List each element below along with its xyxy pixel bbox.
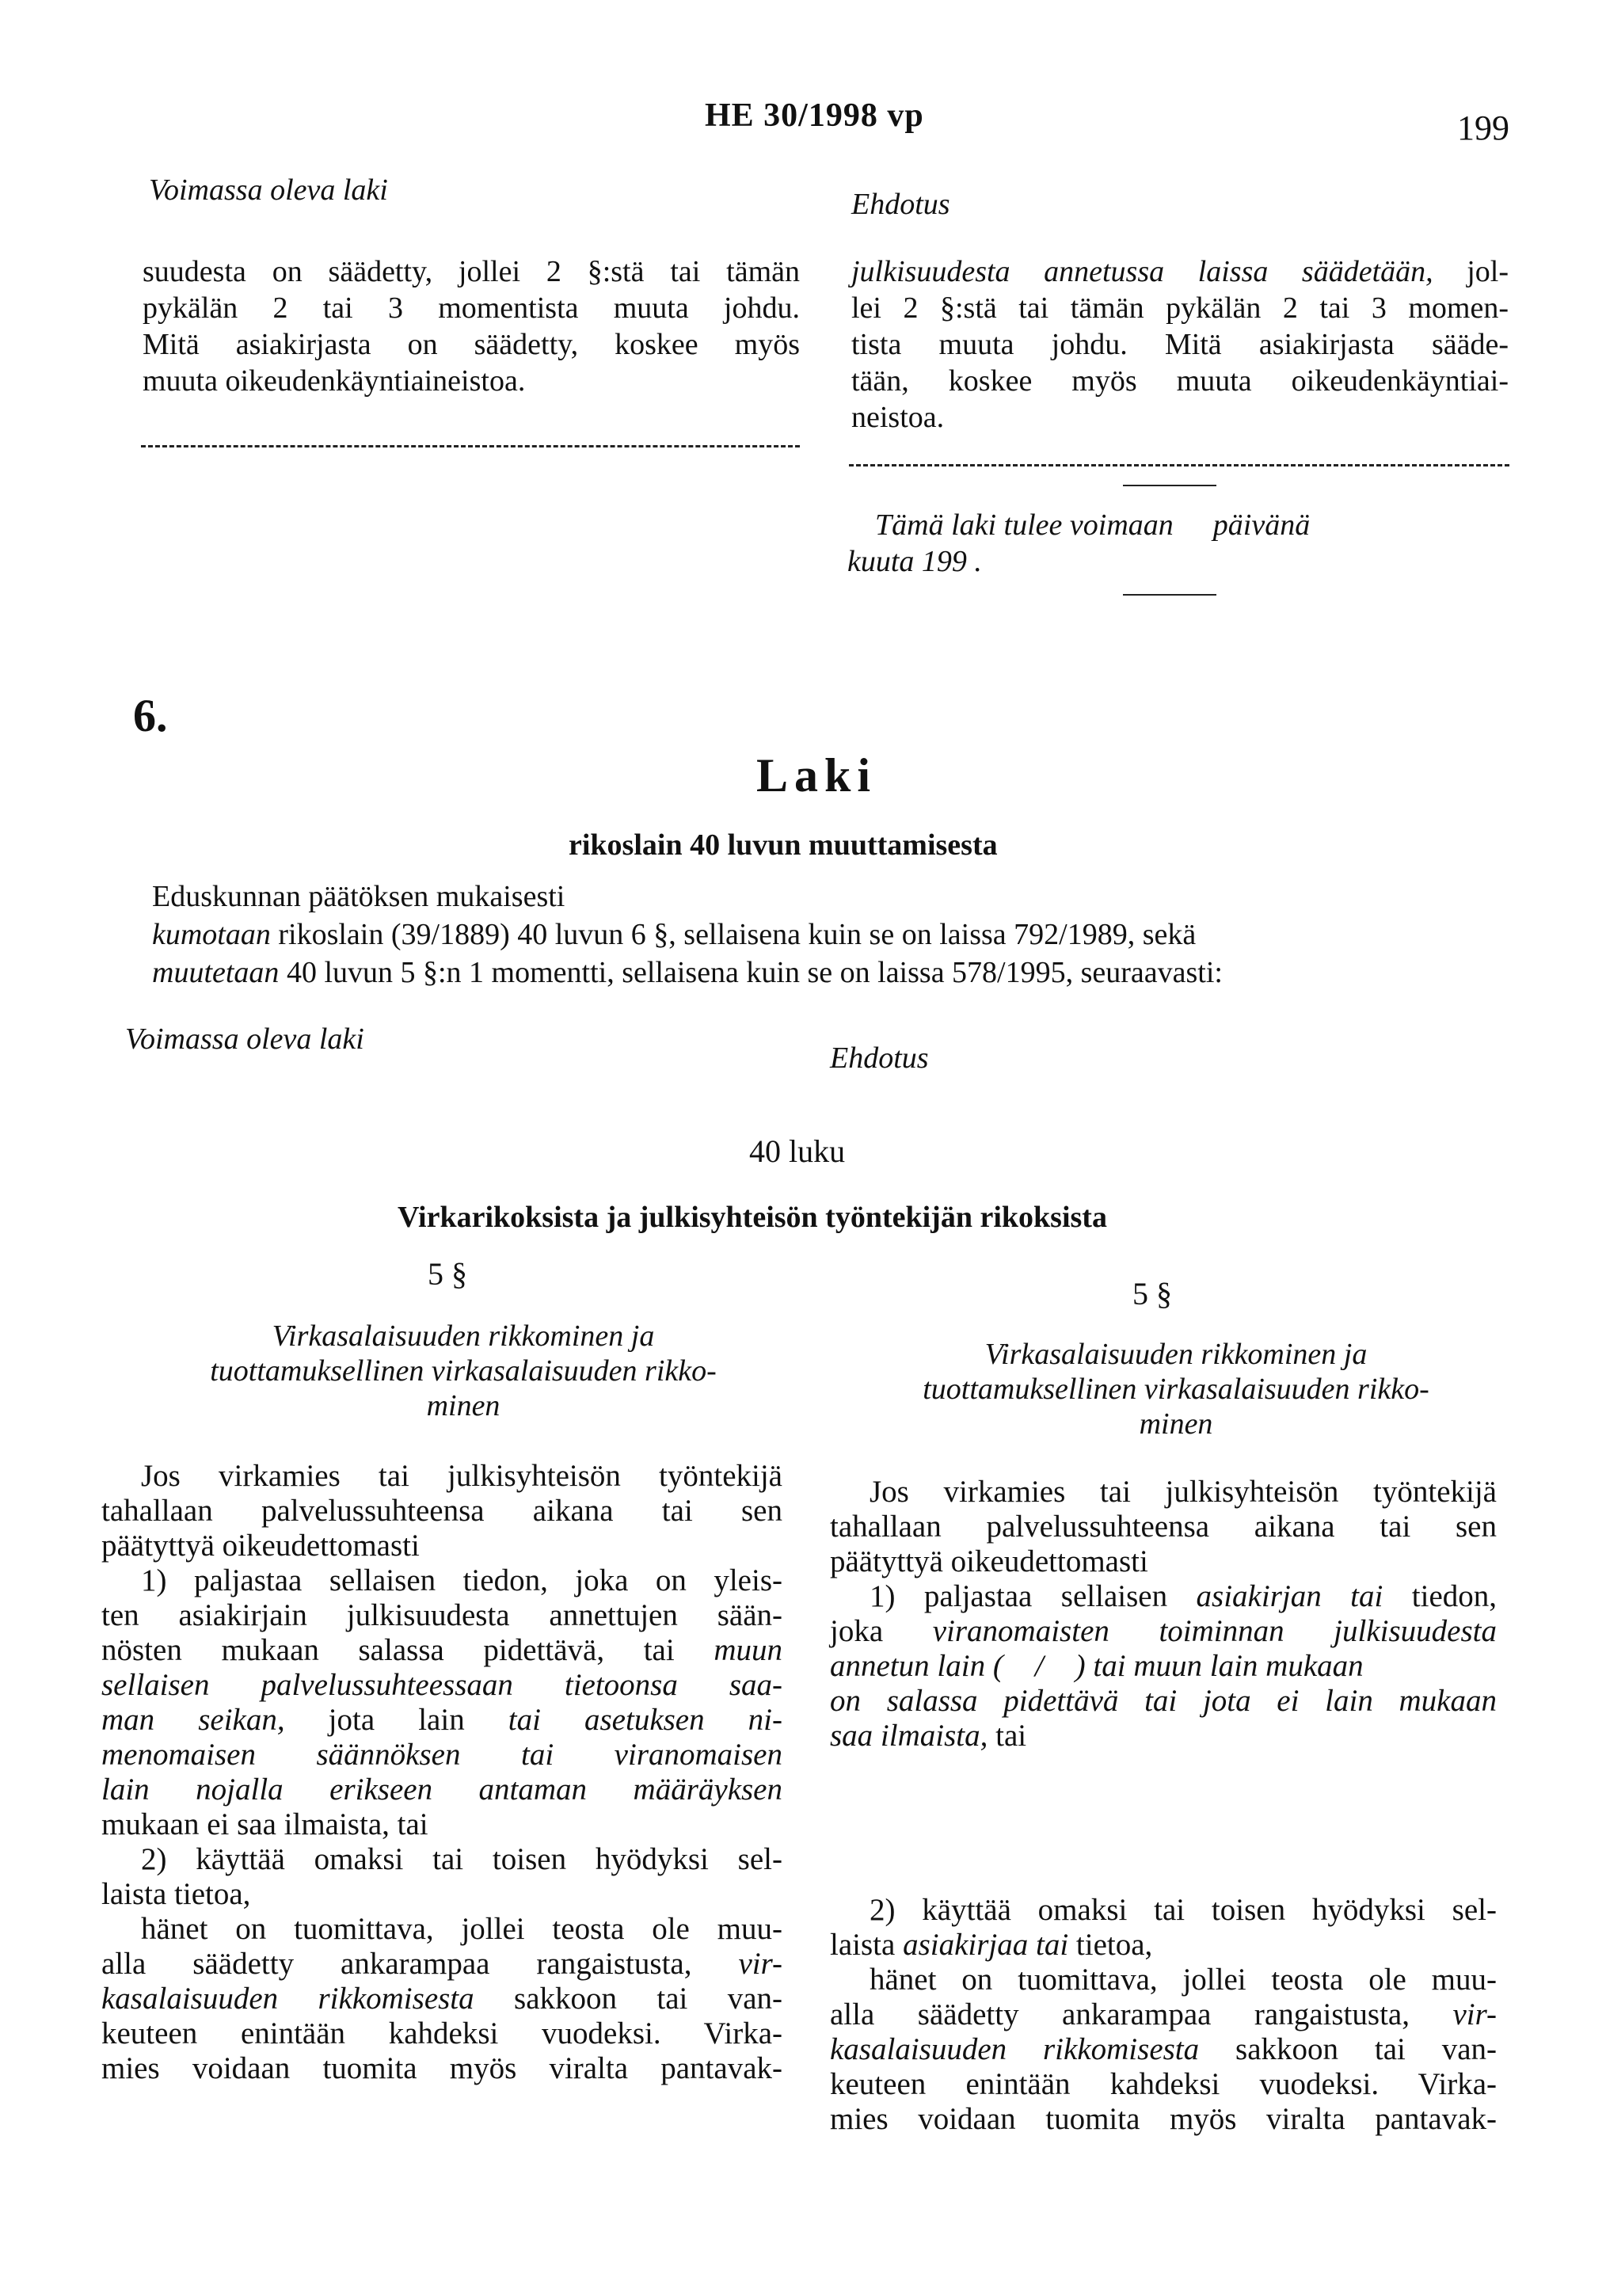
entry-into-force xyxy=(847,507,1528,580)
amended-text: man seikan, xyxy=(101,1703,285,1737)
text-line xyxy=(152,916,1482,954)
text-span: jota lain xyxy=(328,1703,465,1737)
amended-text: kasalaisuuden rikkomisesta xyxy=(101,1982,474,2016)
top-right-paragraph xyxy=(851,253,1509,436)
text-line: hänet on tuomittava, jollei teosta ole muu- xyxy=(870,1963,1497,1997)
page-number: 199 xyxy=(1457,109,1509,147)
left-section-number: 5 § xyxy=(428,1256,467,1292)
title-line: tuottamuksellinen virkasalaisuuden rikko- xyxy=(923,1373,1429,1406)
text-line xyxy=(830,1997,1497,2032)
spacer xyxy=(830,1753,1497,1893)
text-line xyxy=(101,1947,782,1982)
right-column-heading: Ehdotus xyxy=(851,188,950,221)
text-line xyxy=(830,1579,1497,1614)
text-line: suudesta on säädetty, jollei 2 §:stä tai tämän xyxy=(143,255,800,288)
left-section-title xyxy=(127,1319,800,1423)
separator-rule xyxy=(1123,485,1216,486)
chapter-title: Virkarikoksista ja julkisyhteisön työntekijän rikoksista xyxy=(398,1201,1107,1234)
omission-dashes xyxy=(141,445,800,447)
text-span: nösten mukaan salassa pidettävä, tai xyxy=(101,1633,675,1667)
text-line: mukaan ei saa ilmaista, tai xyxy=(101,1807,428,1841)
text-line: Mitä asiakirjasta on säädetty, koskee myös xyxy=(143,328,800,361)
text-line xyxy=(851,253,1509,290)
right-section-body xyxy=(830,1475,1497,2137)
text-line: päätyttyä oikeudettomasti xyxy=(101,1529,420,1563)
text-line: Eduskunnan päätöksen mukaisesti xyxy=(152,880,565,913)
separator-rule xyxy=(1123,594,1216,596)
amended-text: muun xyxy=(714,1633,783,1667)
right-section-title xyxy=(839,1337,1513,1441)
amended-text: saa ilmaista, xyxy=(830,1719,988,1753)
text-span: jol- xyxy=(1467,255,1509,288)
text-line xyxy=(830,2032,1497,2067)
text-line: tään, koskee myös muuta oikeudenkäyntiai- xyxy=(851,364,1509,398)
text-line xyxy=(101,1982,782,2016)
amended-text: viranomaisten toiminnan julkisuudesta xyxy=(932,1614,1498,1648)
text-line xyxy=(101,1703,782,1738)
right-section-number: 5 § xyxy=(1132,1276,1172,1312)
text-line: 2) käyttää omaksi tai toisen hyödyksi sel- xyxy=(141,1842,782,1876)
text-span: annetun lain ( xyxy=(830,1649,1003,1683)
text-line: keuteen enintään kahdeksi vuodeksi. Virka- xyxy=(101,2016,782,2050)
text-line xyxy=(830,1719,1497,1753)
text-line: lei 2 §:stä tai tämän pykälän 2 tai 3 momen- xyxy=(851,291,1509,325)
text-line: menomaisen säännöksen tai viranomaisen xyxy=(101,1738,782,1772)
text-line: kuuta 199 . xyxy=(847,545,982,578)
text-line xyxy=(830,1614,1497,1649)
document-title: HE 30/1998 vp xyxy=(705,97,924,134)
law-subtitle: rikoslain 40 luvun muuttamisesta xyxy=(569,828,998,862)
repeal-keyword: kumotaan xyxy=(152,918,271,951)
text-line xyxy=(830,1928,1497,1963)
text-span: joka xyxy=(830,1614,884,1648)
text-span: 40 luvun 5 §:n 1 momentti, sellaisena kuin se on laissa 578/1995, seuraavasti: xyxy=(286,956,1223,989)
text-line: Jos virkamies tai julkisyhteisön työntekijä xyxy=(141,1459,782,1493)
text-span: alla säädetty ankarampaa rangaistusta, xyxy=(830,1997,1410,2031)
text-span: sakkoon tai van- xyxy=(1235,2032,1498,2066)
text-line: on salassa pidettävä tai jota ei lain mukaan xyxy=(830,1684,1497,1718)
title-line: minen xyxy=(426,1389,500,1422)
text-span: rikoslain (39/1889) 40 luvun 6 §, sellaisena kuin se on laissa 792/1989, sekä xyxy=(278,918,1197,951)
left-column-heading: Voimassa oleva laki xyxy=(149,173,388,207)
amended-text: asiakirjan tai xyxy=(1196,1579,1383,1613)
text-line: tista muuta johdu. Mitä asiakirjasta sääde- xyxy=(851,328,1509,361)
law-number: 6. xyxy=(133,690,168,741)
chapter-number: 40 luku xyxy=(749,1133,846,1169)
text-line: lain nojalla erikseen antaman määräyksen xyxy=(101,1772,782,1807)
amended-text: tai asetuksen ni- xyxy=(508,1703,782,1737)
text-line: pykälän 2 tai 3 momentista muuta johdu. xyxy=(143,291,800,325)
law-title: Laki xyxy=(756,749,877,802)
text-line: neistoa. xyxy=(851,401,945,434)
title-line: Virkasalaisuuden rikkominen ja xyxy=(984,1338,1368,1371)
text-line: ten asiakirjain julkisuudesta annettujen sään- xyxy=(101,1598,782,1632)
text-line: hänet on tuomittava, jollei teosta ole muu- xyxy=(141,1912,782,1946)
title-line: tuottamuksellinen virkasalaisuuden rikko- xyxy=(210,1354,717,1388)
text-line: tahallaan palvelussuhteensa aikana tai sen xyxy=(830,1510,1497,1544)
title-line: Virkasalaisuuden rikkominen ja xyxy=(272,1319,655,1353)
right-column-heading: Ehdotus xyxy=(830,1041,929,1075)
text-line xyxy=(830,1649,1497,1684)
text-line: päätyttyä oikeudettomasti xyxy=(830,1544,1148,1578)
left-column-heading: Voimassa oleva laki xyxy=(125,1022,364,1056)
text-line: mies voidaan tuomita myös viralta pantavak- xyxy=(830,2102,1497,2136)
text-span: päivänä xyxy=(1212,508,1311,542)
amended-text: asiakirjaa tai xyxy=(903,1928,1069,1962)
amend-keyword: muutetaan xyxy=(152,956,280,989)
amended-text: vir- xyxy=(738,1947,782,1981)
text-span: alla säädetty ankarampaa rangaistusta, xyxy=(101,1947,692,1981)
text-line xyxy=(847,507,1528,543)
text-span: tai xyxy=(995,1719,1027,1753)
text-line: 2) käyttää omaksi tai toisen hyödyksi sel- xyxy=(870,1893,1497,1927)
text-line: mies voidaan tuomita myös viralta pantavak- xyxy=(101,2051,782,2085)
text-span: 1) paljastaa sellaisen xyxy=(870,1579,1168,1613)
text-span: tietoa, xyxy=(1075,1928,1153,1962)
left-section-body xyxy=(101,1459,782,2086)
text-line: 1) paljastaa sellaisen tiedon, joka on yleis- xyxy=(141,1563,782,1597)
text-line: Jos virkamies tai julkisyhteisön työntekijä xyxy=(870,1475,1497,1509)
text-span: sakkoon tai van- xyxy=(514,1982,783,2016)
text-line: sellaisen palvelussuhteessaan tietoonsa saa- xyxy=(101,1668,782,1702)
amended-text: vir- xyxy=(1452,1997,1497,2031)
text-span: laista xyxy=(830,1928,896,1962)
top-left-paragraph xyxy=(143,253,800,399)
text-line xyxy=(101,1633,782,1668)
text-span: / xyxy=(1034,1649,1044,1683)
amended-text: julkisuudesta annetussa laissa säädetään, xyxy=(851,255,1433,288)
preamble xyxy=(152,878,1482,992)
text-span: tiedon, xyxy=(1411,1579,1498,1613)
text-line xyxy=(152,954,1482,992)
text-line: tahallaan palvelussuhteensa aikana tai sen xyxy=(101,1494,782,1528)
title-line: minen xyxy=(1139,1407,1213,1441)
amended-text: kasalaisuuden rikkomisesta xyxy=(830,2032,1200,2066)
text-span: ) tai muun lain mukaan xyxy=(1075,1649,1364,1683)
text-line: laista tietoa, xyxy=(101,1877,251,1911)
text-span: Tämä laki tulee voimaan xyxy=(875,508,1174,542)
text-line: keuteen enintään kahdeksi vuodeksi. Virka- xyxy=(830,2067,1497,2101)
omission-dashes xyxy=(849,464,1509,466)
text-line: muuta oikeudenkäyntiaineistoa. xyxy=(143,364,526,398)
